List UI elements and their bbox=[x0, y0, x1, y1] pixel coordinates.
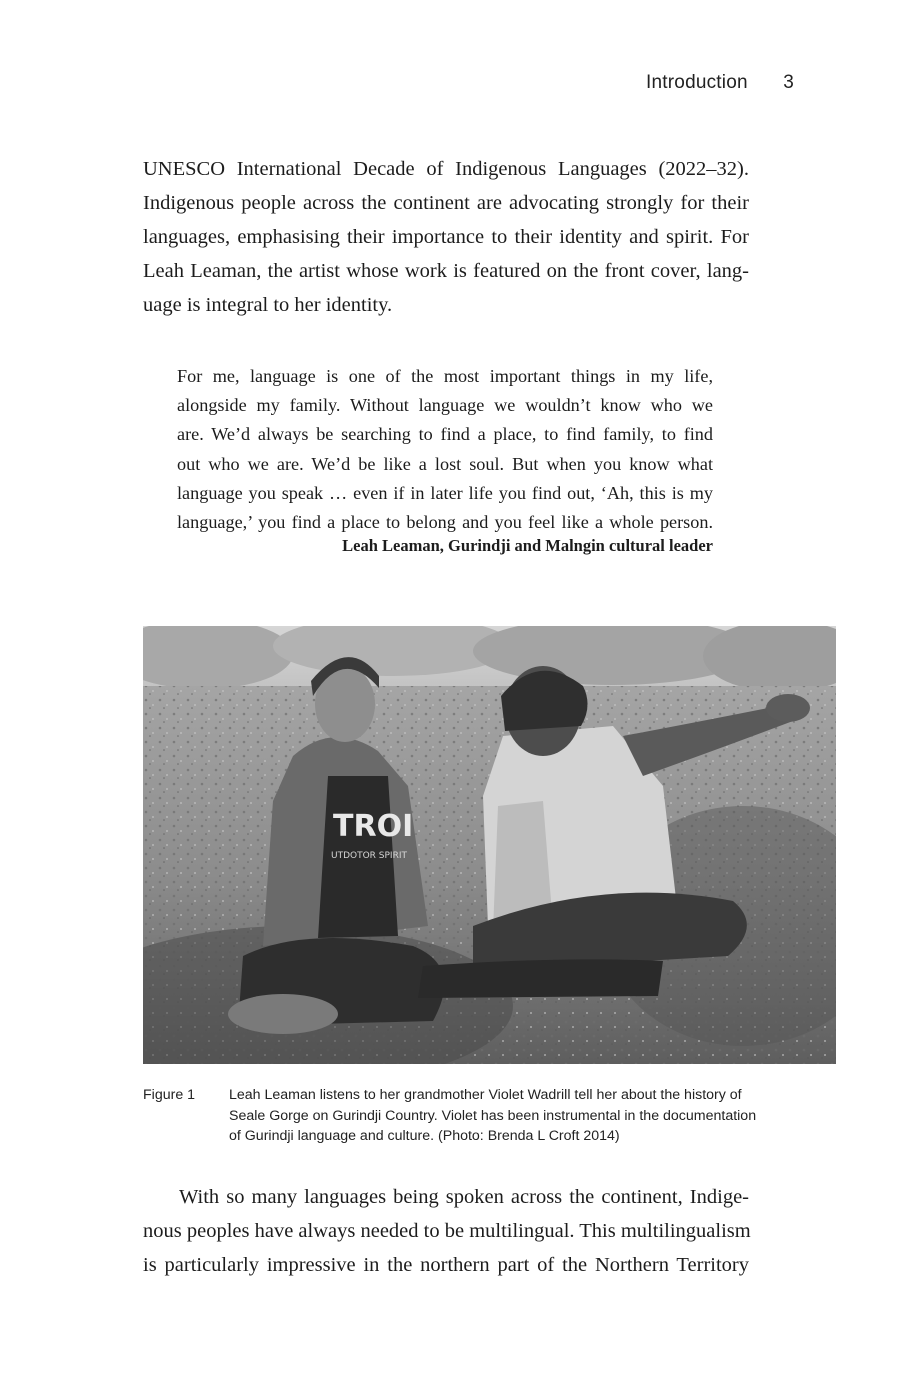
caption-line: of Gurindji language and culture. (Photo: Brenda L Croft 2014) bbox=[229, 1128, 620, 1144]
paragraph-line: uage is integral to her identity. bbox=[143, 294, 393, 316]
quote-attribution: Leah Leaman, Gurindji and Malngin cultural leader bbox=[342, 536, 713, 555]
quote-line: language you speak … even if in later life you find out, ‘Ah, this is my bbox=[177, 482, 713, 503]
caption-line: Leah Leaman listens to her grandmother Violet Wadrill tell her about the history of bbox=[229, 1087, 742, 1103]
shirt-print: TROI bbox=[333, 809, 414, 844]
paragraph-multilingual bbox=[143, 1180, 749, 1282]
caption-text bbox=[229, 1085, 829, 1147]
paragraph-intro bbox=[143, 152, 749, 322]
section-title: Introduction bbox=[646, 72, 748, 93]
paragraph-line: Leah Leaman, the artist whose work is featured on the front cover, lang- bbox=[143, 260, 749, 282]
paragraph-line: Indigenous people across the continent are advocating strongly for their bbox=[143, 192, 749, 214]
quote-line: are. We’d always be searching to find a place, to find family, to find bbox=[177, 424, 713, 445]
photo-illustration bbox=[143, 626, 836, 1064]
quote-line: alongside my family. Without language we wouldn’t know who we bbox=[177, 395, 713, 416]
paragraph-line: languages, emphasising their importance to their identity and spirit. For bbox=[143, 226, 749, 248]
page-number: 3 bbox=[783, 72, 794, 93]
figure-photo bbox=[143, 626, 836, 1064]
paragraph-line: With so many languages being spoken across the continent, Indige- bbox=[179, 1186, 749, 1208]
quote-line: language,’ you find a place to belong and you feel like a whole person. bbox=[177, 512, 713, 533]
caption-line: Seale Gorge on Gurindji Country. Violet has been instrumental in the documentation bbox=[229, 1107, 757, 1124]
block-quote bbox=[177, 362, 713, 537]
paragraph-line: is particularly impressive in the northern part of the Northern Territory bbox=[143, 1254, 749, 1276]
caption-label: Figure 1 bbox=[143, 1087, 196, 1103]
quote-line: out who we are. We’d be like a lost soul. But when you know what bbox=[177, 453, 713, 474]
shirt-subprint: UTDOTOR SPIRIT bbox=[331, 851, 407, 861]
paragraph-line: nous peoples have always needed to be multilingual. This multilingualism bbox=[143, 1220, 751, 1242]
running-head bbox=[646, 72, 794, 94]
quote-line: For me, language is one of the most important things in my life, bbox=[177, 366, 713, 386]
paragraph-line: UNESCO International Decade of Indigenous Languages (2022–32). bbox=[143, 158, 749, 180]
